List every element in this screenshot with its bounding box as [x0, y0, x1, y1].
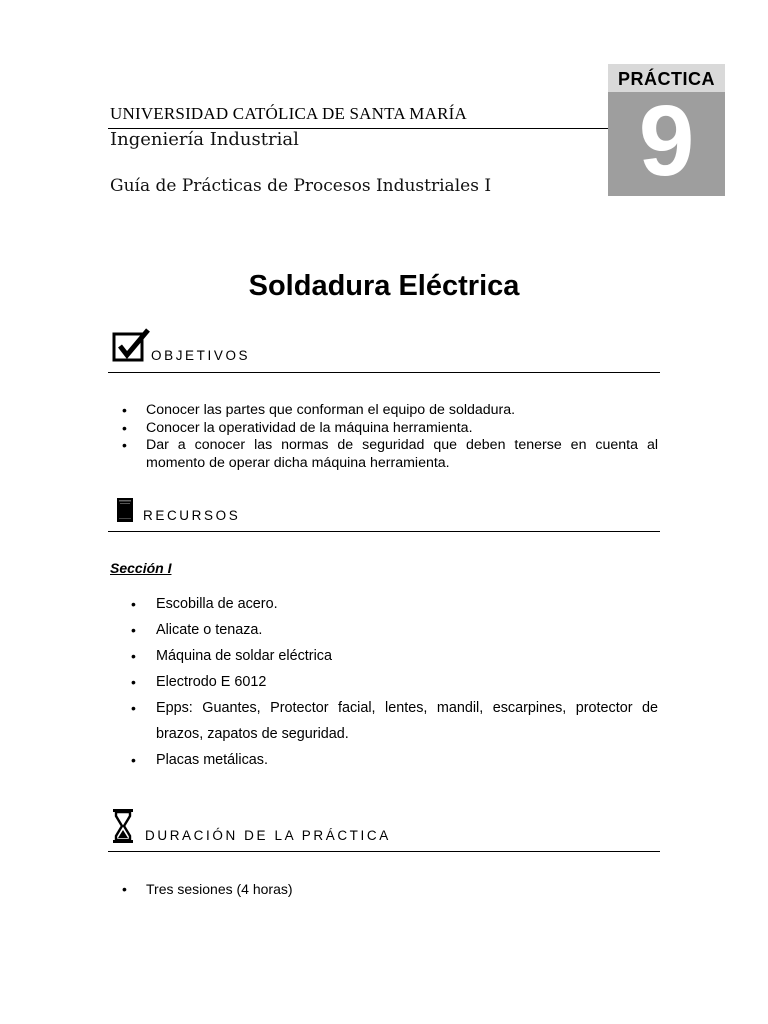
objectives-heading: OBJETIVOS [151, 348, 251, 363]
book-icon [116, 497, 134, 528]
list-item: • Placas metálicas. [156, 747, 658, 773]
objectives-list [146, 402, 658, 472]
practice-number: 9 [638, 85, 695, 197]
list-item: • Máquina de soldar eléctrica [156, 643, 658, 669]
objectives-divider [108, 372, 660, 373]
list-item: • Escobilla de acero. [156, 591, 658, 617]
department-name: Ingeniería Industrial [110, 129, 299, 150]
hourglass-icon [111, 808, 135, 849]
page-title: Soldadura Eléctrica [248, 270, 520, 302]
section-label: Sección I [110, 560, 172, 576]
resources-heading: RECURSOS [143, 508, 241, 523]
duration-list [146, 880, 646, 898]
list-item: • Conocer las partes que conforman el equipo de soldadura. [146, 402, 658, 420]
resources-divider [108, 531, 660, 532]
checkbox-icon [112, 328, 150, 369]
resources-list [156, 591, 658, 773]
duration-heading: DURACIÓN DE LA PRÁCTICA [145, 828, 391, 843]
university-name: UNIVERSIDAD CATÓLICA DE SANTA MARÍA [110, 104, 467, 123]
guide-title: Guía de Prácticas de Procesos Industriales I [110, 176, 492, 196]
practice-badge [608, 64, 725, 196]
list-item: • Electrodo E 6012 [156, 669, 658, 695]
list-item: • Epps: Guantes, Protector facial, lentes, mandil, escarpines, protector de brazos, zapatos de seguridad. [156, 695, 658, 747]
list-item: • Tres sesiones (4 horas) [146, 880, 646, 898]
duration-divider [108, 851, 660, 852]
list-item: • Alicate o tenaza. [156, 617, 658, 643]
list-item: • Dar a conocer las normas de seguridad que deben tenerse en cuenta al momento de operar dicha máquina herramienta. [146, 437, 658, 472]
list-item: • Conocer la operatividad de la máquina herramienta. [146, 420, 658, 438]
practice-badge-label: PRÁCTICA [618, 69, 715, 89]
